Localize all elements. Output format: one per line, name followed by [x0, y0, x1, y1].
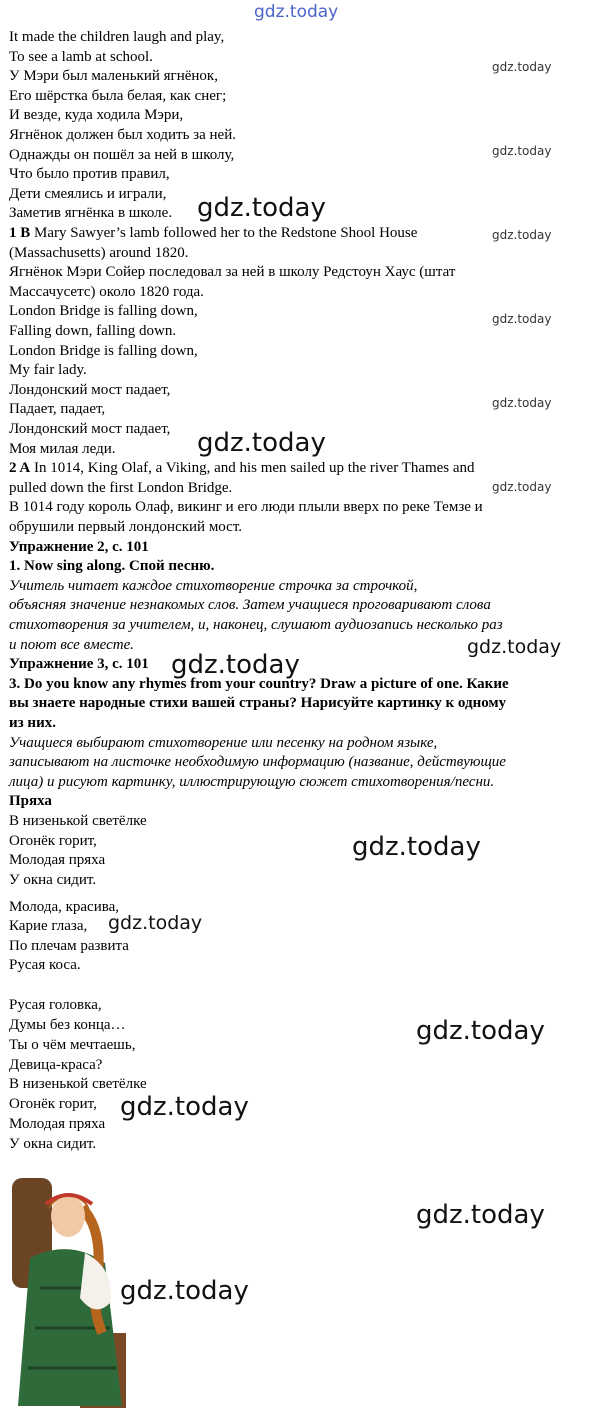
text-line: лица) и рисуют картинку, иллюстрирующую сюжет стихотворения/песни. [9, 774, 495, 790]
watermark: gdz.today [416, 1200, 545, 1230]
text-line: Думы без конца… [9, 1017, 126, 1033]
text-line: В низенькой светёлке [9, 813, 147, 829]
text-line: (Massachusetts) around 1820. [9, 245, 189, 261]
sleeve [80, 1253, 111, 1309]
text-line: Упражнение 3, с. 101 [9, 656, 149, 672]
text-line: У Мэри был маленький ягнёнок, [9, 68, 218, 84]
watermark: gdz.today [492, 312, 552, 326]
text-line: Дети смеялись и играли, [9, 186, 167, 202]
text-line: Девица-краса? [9, 1057, 103, 1073]
spinner-girl-illustration [10, 1168, 130, 1410]
text-line: объясняя значение незнакомых слов. Затем учащиеся проговаривают слова [9, 597, 491, 613]
text-line [9, 459, 475, 478]
text-line: Русая коса. [9, 957, 81, 973]
watermark: gdz.today [120, 1092, 249, 1122]
text-line: Falling down, falling down. [9, 323, 177, 339]
text-line: Ягнёнок должен был ходить за ней. [9, 127, 236, 143]
watermark: gdz.today [108, 912, 203, 934]
text-line: В 1014 году король Олаф, викинг и его люди плыли вверх по реке Темзе и [9, 499, 483, 515]
text-line: И везде, куда ходила Мэри, [9, 107, 184, 123]
watermark: gdz.today [492, 144, 552, 158]
text-line: Огонёк горит, [9, 1096, 97, 1112]
text-line: Пряха [9, 793, 52, 809]
watermark: gdz.today [171, 650, 300, 680]
text-line: Учащиеся выбирают стихотворение или песенку на родном языке, [9, 735, 438, 751]
text-line: London Bridge is falling down, [9, 343, 198, 359]
watermark: gdz.today [197, 193, 326, 223]
text-line: из них. [9, 715, 56, 731]
text-line: В низенькой светёлке [9, 1076, 147, 1092]
watermark-header: gdz.today [254, 2, 339, 22]
text-line: Молода, красива, [9, 899, 120, 915]
watermark: gdz.today [352, 832, 481, 862]
text-line: Русая головка, [9, 997, 102, 1013]
text-line: обрушили первый лондонский мост. [9, 519, 243, 535]
text-line: Однажды он пошёл за ней в школу, [9, 147, 235, 163]
watermark: gdz.today [492, 480, 552, 494]
text-line: Лондонский мост падает, [9, 421, 171, 437]
watermark: gdz.today [492, 228, 552, 242]
text-line: My fair lady. [9, 362, 87, 378]
watermark: gdz.today [467, 636, 562, 658]
watermark: gdz.today [120, 1276, 249, 1306]
text-line: 3. Do you know any rhymes from your country? Draw a picture of one. Какие [9, 676, 509, 692]
text-line: Его шёрстка была белая, как снег; [9, 88, 227, 104]
text-line: вы знаете народные стихи вашей страны? Нарисуйте картинку к одному [9, 695, 507, 711]
text-line: pulled down the first London Bridge. [9, 480, 233, 496]
text-line: Учитель читает каждое стихотворение строчка за строчкой, [9, 578, 418, 594]
line-text: Mary Sawyer’s lamb followed her to the Redstone Shool House [30, 225, 418, 241]
text-line: Моя милая леди. [9, 441, 116, 457]
text-line: Падает, падает, [9, 401, 106, 417]
text-line [9, 224, 417, 243]
text-line: Заметив ягнёнка в школе. [9, 205, 173, 221]
watermark: gdz.today [197, 428, 326, 458]
text-line: и поют все вместе. [9, 637, 135, 653]
text-line: По плечам развита [9, 938, 129, 954]
text-line: Ты о чём мечтаешь, [9, 1037, 136, 1053]
text-line: Карие глаза, [9, 918, 88, 934]
text-line: записывают на листочке необходимую информацию (название, действующие [9, 754, 506, 770]
text-line: Лондонский мост падает, [9, 382, 171, 398]
text-line: У окна сидит. [9, 1136, 97, 1152]
text-line: It made the children laugh and play, [9, 29, 225, 45]
text-line: 1. Now sing along. Спой песню. [9, 558, 215, 574]
line-text: In 1014, King Olaf, a Viking, and his men sailed up the river Thames and [30, 460, 475, 476]
text-line: Ягнёнок Мэри Сойер последовал за ней в школу Редстоун Хаус (штат [9, 264, 456, 280]
text-line: To see a lamb at school. [9, 49, 153, 65]
text-line: Молодая пряха [9, 1116, 106, 1132]
text-line: Массачусетс) около 1820 года. [9, 284, 204, 300]
text-line: У окна сидит. [9, 872, 97, 888]
face [51, 1195, 85, 1237]
text-line: Что было против правил, [9, 166, 170, 182]
text-line: стихотворения за учителем, и, наконец, слушают аудиозапись несколько раз [9, 617, 503, 633]
text-line: Огонёк горит, [9, 833, 97, 849]
watermark: gdz.today [416, 1016, 545, 1046]
text-line: Упражнение 2, с. 101 [9, 539, 149, 555]
text-line: Молодая пряха [9, 852, 106, 868]
text-line: London Bridge is falling down, [9, 303, 198, 319]
watermark: gdz.today [492, 60, 552, 74]
item-number: 1 B [9, 225, 31, 241]
watermark: gdz.today [492, 396, 552, 410]
item-number: 2 A [9, 460, 31, 476]
